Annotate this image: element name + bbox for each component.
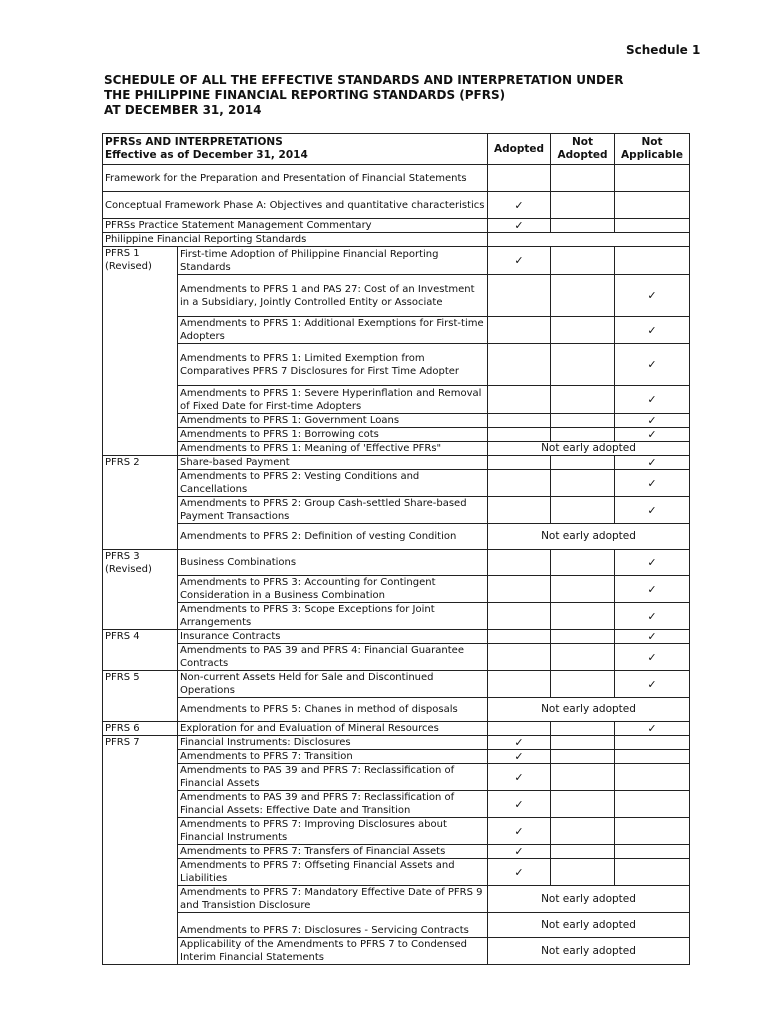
header-not-adopted: Not Adopted [551,134,615,165]
row-label: Amendments to PFRS 7: Transition [178,750,488,764]
row-label: Amendments to PFRS 2: Group Cash-settled Share-based Payment Transactions [178,497,488,524]
row-label: Amendments to PFRS 5: Chanes in method of disposals [178,698,488,722]
document-title [104,73,623,118]
table-row [103,644,690,671]
table-row [103,886,690,913]
table-row [103,524,690,550]
row-label: Insurance Contracts [178,630,488,644]
check-mark: ✓ [488,791,551,818]
section-framework: Framework for the Preparation and Presentation of Financial Statements [103,165,488,192]
title-line: THE PHILIPPINE FINANCIAL REPORTING STANDARDS (PFRS) [104,88,506,102]
table-row [103,497,690,524]
table-row [103,722,690,736]
table-row [103,414,690,428]
check-mark: ✓ [615,603,690,630]
row-label: Amendments to PFRS 1: Additional Exemptions for First-time Adopters [178,317,488,344]
row-label: Amendments to PFRS 3: Accounting for Contingent Consideration in a Business Combination [178,576,488,603]
table-row [103,913,690,938]
title-line: SCHEDULE OF ALL THE EFFECTIVE STANDARDS AND INTERPRETATION UNDER [104,73,624,87]
row-label: Amendments to PAS 39 and PFRS 7: Reclassification of Financial Assets: Effective Date and Transition [178,791,488,818]
row-label: Amendments to PFRS 1: Limited Exemption from Comparatives PFRS 7 Disclosures for First Time Adopter [178,344,488,386]
row-label: Amendments to PFRS 7: Offseting Financial Assets and Liabilities [178,859,488,886]
row-label: First-time Adoption of Philippine Financial Reporting Standards [178,247,488,275]
check-mark: ✓ [615,644,690,671]
table-row [103,603,690,630]
code-pfrs-3: PFRS 3 (Revised) [103,550,178,630]
table-row [103,698,690,722]
table-row [103,344,690,386]
check-mark: ✓ [488,192,551,219]
table-row [103,233,690,247]
table-row [103,845,690,859]
check-mark: ✓ [615,630,690,644]
header-standards [103,134,488,165]
check-mark: ✓ [615,576,690,603]
table-row [103,219,690,233]
row-label: Non-current Assets Held for Sale and Discontinued Operations [178,671,488,698]
check-mark: ✓ [615,428,690,442]
not-early-adopted: Not early adopted [488,913,690,938]
row-label: Financial Instruments: Disclosures [178,736,488,750]
row-label: Amendments to PFRS 2: Definition of vesting Condition [178,524,488,550]
title-line: AT DECEMBER 31, 2014 [104,103,262,117]
row-label: Amendments to PAS 39 and PFRS 7: Reclassification of Financial Assets [178,764,488,791]
table-row [103,576,690,603]
not-early-adopted: Not early adopted [488,938,690,965]
row-label: Amendments to PAS 39 and PFRS 4: Financial Guarantee Contracts [178,644,488,671]
check-mark: ✓ [488,219,551,233]
check-mark: ✓ [615,275,690,317]
table-row [103,671,690,698]
row-label: Amendments to PFRS 7: Transfers of Financial Assets [178,845,488,859]
check-mark: ✓ [615,344,690,386]
not-early-adopted: Not early adopted [488,442,690,456]
table-row [103,938,690,965]
row-label: Amendments to PFRS 1: Government Loans [178,414,488,428]
schedule-label: Schedule 1 [626,43,701,57]
section-pfrs: Philippine Financial Reporting Standards [103,233,488,247]
check-mark: ✓ [488,845,551,859]
code-pfrs-5: PFRS 5 [103,671,178,722]
row-label: Applicability of the Amendments to PFRS 7 to Condensed Interim Financial Statements [178,938,488,965]
check-mark: ✓ [488,247,551,275]
table-row [103,192,690,219]
header-not-applicable: Not Applicable [615,134,690,165]
table-row [103,859,690,886]
row-label: Amendments to PFRS 7: Mandatory Effective Date of PFRS 9 and Transistion Disclosure [178,886,488,913]
table-row [103,165,690,192]
row-label: Amendments to PFRS 3: Scope Exceptions for Joint Arrangements [178,603,488,630]
code-pfrs-4: PFRS 4 [103,630,178,671]
check-mark: ✓ [488,764,551,791]
check-mark: ✓ [615,456,690,470]
row-label: Amendments to PFRS 7: Improving Disclosures about Financial Instruments [178,818,488,845]
check-mark: ✓ [488,859,551,886]
code-pfrs-6: PFRS 6 [103,722,178,736]
check-mark: ✓ [615,722,690,736]
check-mark: ✓ [615,470,690,497]
table-row [103,317,690,344]
check-mark: ✓ [615,671,690,698]
check-mark: ✓ [488,818,551,845]
table-row [103,764,690,791]
not-early-adopted: Not early adopted [488,886,690,913]
table-row [103,550,690,576]
not-early-adopted: Not early adopted [488,698,690,722]
header-adopted: Adopted [488,134,551,165]
row-label: Amendments to PFRS 1 and PAS 27: Cost of an Investment in a Subsidiary, Jointly Controlled Entity or Associate [178,275,488,317]
table-header-row [103,134,690,165]
table-row [103,456,690,470]
row-label: Amendments to PFRS 1: Severe Hyperinflation and Removal of Fixed Date for First-time Adopters [178,386,488,414]
row-conceptual: Conceptual Framework Phase A: Objectives and quantitative characteristics [103,192,488,219]
row-label: Exploration for and Evaluation of Mineral Resources [178,722,488,736]
table-row [103,275,690,317]
not-early-adopted: Not early adopted [488,524,690,550]
table-row [103,791,690,818]
code-pfrs-1: PFRS 1 (Revised) [103,247,178,456]
check-mark: ✓ [615,414,690,428]
table-row [103,750,690,764]
table-row [103,428,690,442]
table-row [103,818,690,845]
table-row [103,386,690,414]
code-pfrs-2: PFRS 2 [103,456,178,550]
check-mark: ✓ [488,736,551,750]
table-row [103,470,690,497]
check-mark: ✓ [615,550,690,576]
table-row [103,247,690,275]
table-row [103,442,690,456]
table-row [103,630,690,644]
section-practice: PFRSs Practice Statement Management Commentary [103,219,488,233]
row-label: Amendments to PFRS 2: Vesting Conditions and Cancellations [178,470,488,497]
check-mark: ✓ [615,317,690,344]
table-row [103,736,690,750]
header-title: PFRSs AND INTERPRETATIONS [105,136,283,148]
row-label: Share-based Payment [178,456,488,470]
code-pfrs-7: PFRS 7 [103,736,178,965]
row-label: Amendments to PFRS 7: Disclosures - Servicing Contracts [178,913,488,938]
standards-table [102,133,690,965]
check-mark: ✓ [488,750,551,764]
row-label: Amendments to PFRS 1: Borrowing cots [178,428,488,442]
row-label: Business Combinations [178,550,488,576]
header-subtitle: Effective as of December 31, 2014 [105,149,308,161]
check-mark: ✓ [615,386,690,414]
row-label: Amendments to PFRS 1: Meaning of 'Effective PFRs" [178,442,488,456]
check-mark: ✓ [615,497,690,524]
